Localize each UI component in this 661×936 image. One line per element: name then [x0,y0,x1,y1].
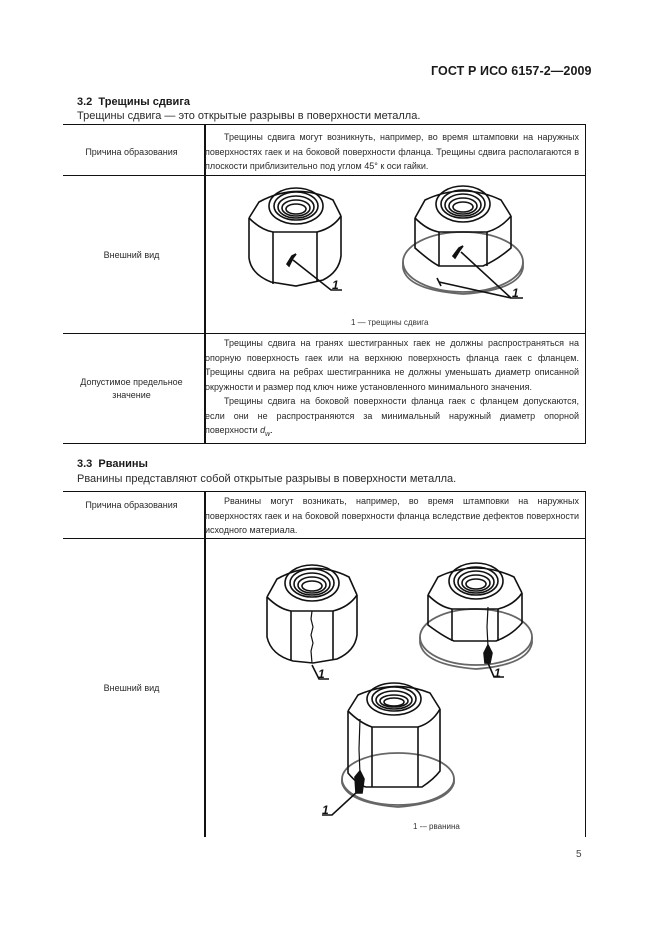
section-title: Рванины [98,458,148,470]
row-text [205,130,579,174]
section-number: 3.2 [77,96,93,108]
table-row-cause [63,125,585,176]
paragraph: Рванины могут возникать, например, во время штамповки на наружных поверхностях гаек и на боковой поверхности фланца вследствие дефектов поверхности исходного материала. [205,496,579,535]
section-heading-3-2 [77,96,190,108]
hex-nut-seam-figure [263,557,363,681]
svg-text:1: 1 [494,666,501,680]
paragraph-text: Трещины сдвига на боковой поверхности фланца гаек с фланцем допускаются, если они не распространяются за минимальный наружный диаметр опорной поверхности [205,396,579,435]
row-label: Причина образования [85,500,178,510]
table-row-cause [63,492,585,539]
svg-text:1: 1 [332,278,339,292]
row-label: Внешний вид [103,683,160,693]
section-number: 3.3 [77,458,93,470]
svg-text:1: 1 [322,803,329,817]
page-number: 5 [576,849,582,860]
figure-caption: 1 -– рванина [413,822,460,831]
svg-text:1: 1 [318,667,325,681]
tall-flange-nut-seam-figure [318,679,458,829]
section-title: Трещины сдвига [98,96,191,108]
symbol-d: d [260,425,266,435]
svg-text:1: 1 [512,286,519,300]
hex-nut-shear-crack-figure [241,178,351,298]
row-text [205,336,579,442]
row-text [205,494,579,538]
paragraph: Трещины сдвига на боковой поверхности фланца гаек с фланцем допускаются, если они не распространяются за минимальный наружный диаметр опорной поверхности $d_w$. [205,396,579,438]
table-row-appearance [63,539,585,837]
flange-nut-seam-figure [418,557,548,682]
table-row-appearance [63,176,585,334]
section-heading-3-3 [77,458,148,470]
shear-cracks-table [63,124,586,444]
row-label: Внешний вид [103,250,160,260]
row-label: Допустимое предельное значение [80,377,183,400]
paragraph: Трещины сдвига на гранях шестигранных гаек не должны распространяться на опорную поверхность гаек или на верхнюю поверхность фланца гаек с фланцем. Трещины сдвига на ребрах шестигранника не должны уменьшать диаметр описанной окружности и размер под ключ ниже установленного минимального значения. [205,338,579,392]
symbol-subscript: w [265,430,271,438]
flange-nut-shear-crack-figure [401,178,541,308]
table-row-permissible-value [63,334,585,444]
figure-caption: 1 — трещины сдвига [351,318,429,327]
seams-table [63,491,586,837]
section-intro: Рванины представляют собой открытые разрывы в поверхности металла. [77,473,457,485]
section-intro: Трещины сдвига — это открытые разрывы в поверхности металла. [77,110,421,122]
standard-designation: ГОСТ Р ИСО 6157-2—2009 [431,64,592,78]
row-label: Причина образования [85,147,178,157]
paragraph: Трещины сдвига могут возникнуть, например, во время штамповки на наружных поверхностях гаек и на боковой поверхности фланца. Трещины сдвига располагаются в плоскости приблизительно под углом 45° к оси гайки. [205,132,579,171]
